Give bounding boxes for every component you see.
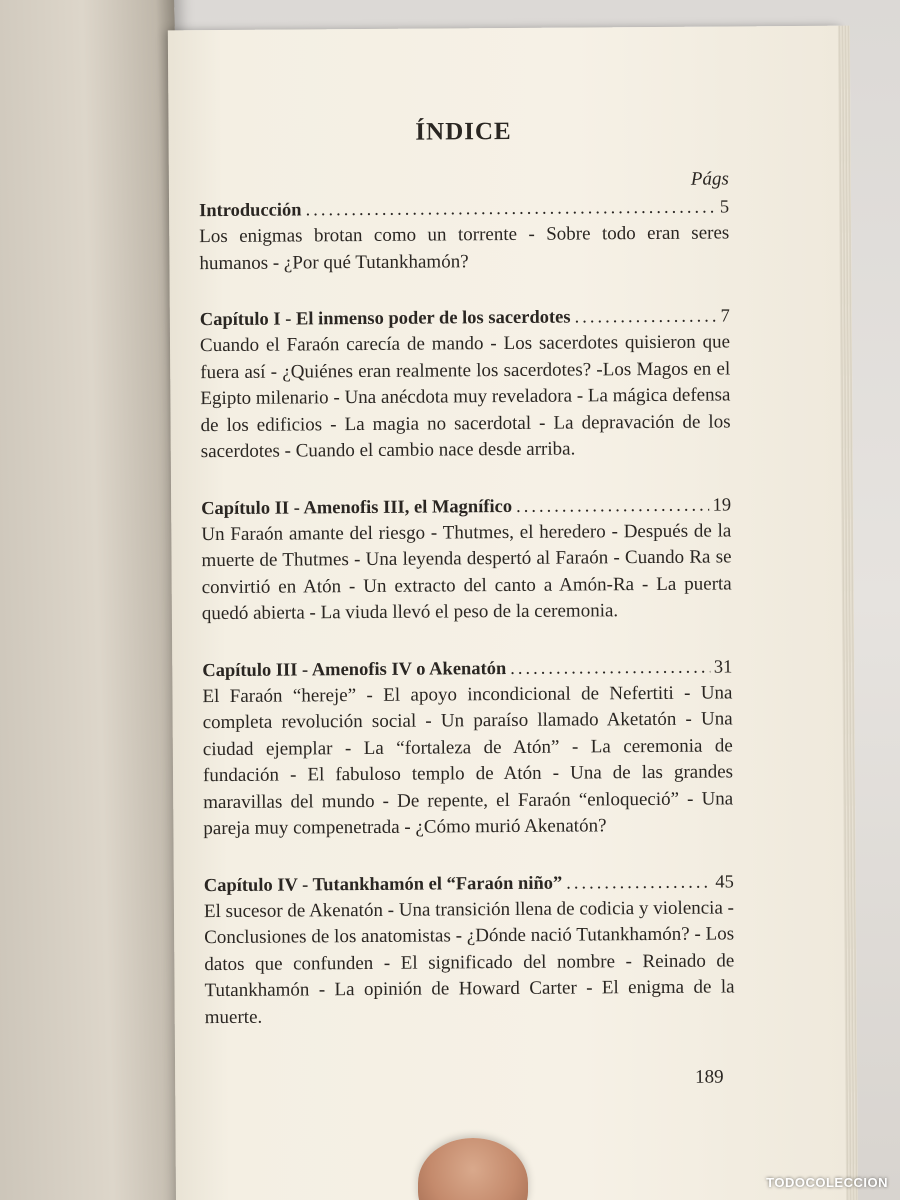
index-entry-chapter-3	[202, 654, 733, 843]
entry-page-number: 5	[719, 197, 730, 218]
entry-heading: Capítulo I - El inmenso poder de los sacerdotes	[199, 307, 571, 331]
index-entry-chapter-4	[204, 869, 735, 1031]
page-edge	[838, 26, 858, 1200]
entry-page-number: 45	[715, 871, 734, 893]
entry-heading: Capítulo III - Amenofis IV o Akenatón	[202, 658, 507, 681]
page-folio-number: 189	[695, 1066, 724, 1088]
leader-dots	[510, 654, 710, 681]
entry-summary: Los enigmas brotan como un torrente - Sobre todo eran seres humanos - ¿Por qué Tutankhamón?	[199, 222, 730, 274]
entry-summary: Un Faraón amante del riesgo - Thutmes, el heredero - Después de la muerte de Thutmes - Una leyenda despertó al Faraón - Cuando Ra se convirtió en Atón - Un extracto del canto a Amón-Ra - La puerta quedó abierta - La viuda llevó el peso de la ceremonia.	[201, 519, 732, 625]
entry-heading-row	[204, 869, 734, 899]
entry-heading: Capítulo II - Amenofis III, el Magnífico	[201, 496, 513, 519]
leader-dots	[566, 869, 711, 896]
index-entry-chapter-1	[200, 303, 731, 465]
index-entry-intro	[199, 194, 730, 277]
pages-label: Págs	[690, 168, 729, 190]
entry-summary: El Faraón “hereje” - El apoyo incondicional de Nefertiti - Una completa revolución social - Un paraíso llamado Aketatón - Una ciudad ejemplar - La “fortaleza de Atón” - La ceremonia de fundación - El fabuloso templo de Atón - Una de las grandes maravillas del mundo - De repente, el Faraón “enloqueció” - Una pareja muy compenetrada - ¿Cómo murió Akenatón?	[202, 681, 734, 840]
book-page	[168, 26, 848, 1200]
entry-heading-row	[201, 492, 731, 522]
entry-page-number: 31	[713, 656, 733, 678]
leader-dots	[516, 492, 709, 519]
leader-dots	[574, 304, 716, 331]
entry-page-number: 7	[720, 306, 730, 327]
index-title: ÍNDICE	[415, 117, 512, 146]
index-entry-chapter-2	[201, 492, 732, 628]
index-content	[198, 116, 735, 1061]
entry-heading-row	[202, 654, 732, 684]
entry-summary: Cuando el Faraón carecía de mando - Los sacerdotes quisieron que fuera así - ¿Quiénes eran realmente los sacerdotes? -Los Magos en el Egipto milenario - Una anécdota muy reveladora - La mágica defensa de los edificios - La magia no sacerdotal - La depravación de los sacerdotes - Cuando el cambio nace desde arriba.	[199, 331, 731, 463]
watermark-logo: TODOCOLECCION	[766, 1175, 888, 1190]
entry-page-number: 19	[712, 494, 732, 516]
entry-heading: Capítulo IV - Tutankhamón el “Faraón niño”	[203, 873, 563, 896]
leader-dots	[305, 195, 715, 224]
entry-heading-row	[199, 194, 729, 224]
entry-heading: Introducción	[199, 200, 302, 222]
entry-summary: El sucesor de Akenatón - Una transición llena de codicia y violencia - Conclusiones de los anatomistas - ¿Dónde nació Tutankhamón? - Los datos que confunden - El significado del nombre - Reinado de Tutankhamón - La opinión de Howard Carter - El enigma de la muerte.	[203, 896, 735, 1028]
entry-heading-row	[200, 303, 730, 333]
